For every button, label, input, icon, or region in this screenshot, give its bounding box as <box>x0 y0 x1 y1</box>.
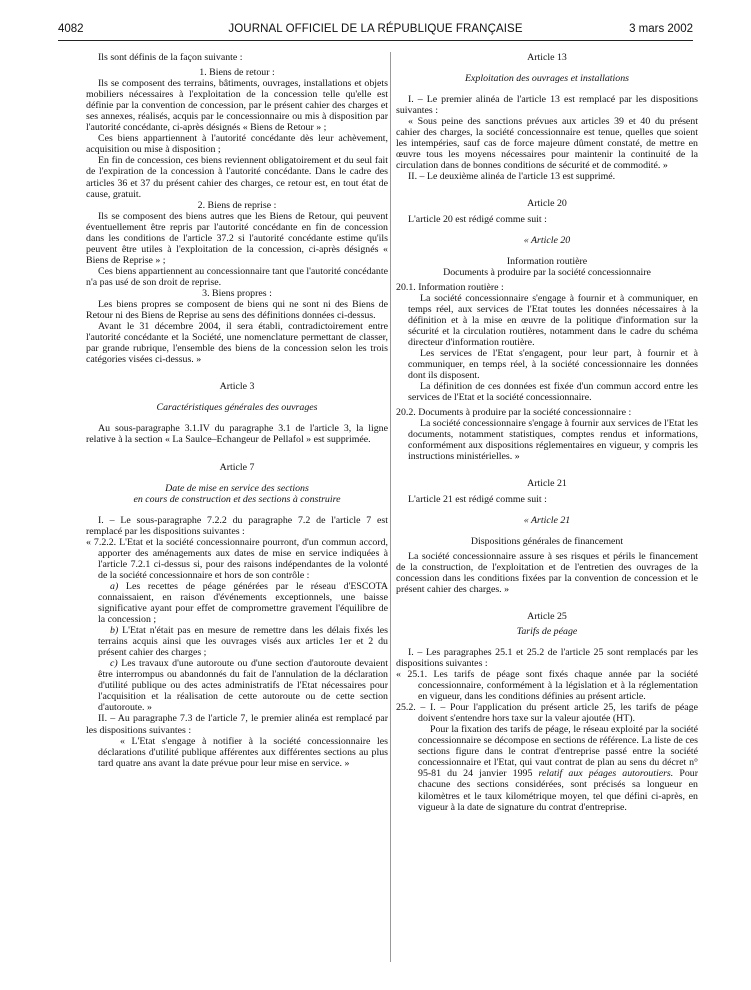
article-subtitle: Exploitation des ouvrages et installations <box>464 73 630 85</box>
quoted-paragraph: « 25.1. Les tarifs de péage sont fixés chaque année par la société concessionnaire, conformément à la législation et à la réglementation en vigueur, dans les conditions définies au présent article. <box>396 669 698 703</box>
left-column <box>86 52 388 769</box>
list-item-text: Les recettes de péage générées par le réseau d'ESCOTA connaissaient, en raison d'événements exceptionnels, une baisse significative ayant pour effet de compromettre gravement l'équilibre de la concession ; <box>98 580 388 626</box>
article-heading: Article 21 <box>527 478 567 490</box>
paragraph-text: Pour chacune des sections considérées, sont précisés sa longueur en kilomètres et le taux kilométrique moyen, tel que défini ci-après, en vigueur à la date de signature du contrat d'entreprise. <box>418 768 698 813</box>
subheading: 1. Biens de retour : <box>199 67 275 79</box>
subheading: Documents à produire par la société concessionnaire <box>443 266 651 278</box>
list-item-text: Les travaux d'une autoroute ou d'une section d'autoroute devaient être interrompus ou abandonnés du fait de l'annulation de la déclaration d'utilité publique ou des actes administratifs de l'Etat nécessaires pour l'acquisition et la réalisation de cette autoroute ou de cette section d'autoroute. » <box>98 658 388 714</box>
section-label: 20.2. Documents à produire par la société concessionnaire : <box>396 407 632 419</box>
paragraph: Ils sont définis de la façon suivante : <box>98 52 243 63</box>
item-letter: b) <box>110 625 119 637</box>
subheading: 2. Biens de reprise : <box>197 199 277 211</box>
paragraph-text: Pour la fixation des tarifs de péage, le réseau exploité par la société concessionnaire se décompose en sections de référence. La liste de ces sections figure dans le contrat d'entreprise passé entre la société concessionnaire et l'Etat, qui vaut contrat de plan au sens du décret n° 95-81 du 24 janvier 1995 <box>418 724 698 780</box>
journal-title: JOURNAL OFFICIEL DE LA RÉPUBLIQUE FRANÇAISE <box>228 23 523 35</box>
paragraph: I. – Le sous-paragraphe 7.2.2 du paragraphe 7.2 de l'article 7 est remplacé par les dispositions suivantes : <box>86 514 388 537</box>
paragraph: I. – Les paragraphes 25.1 et 25.2 de l'article 25 sont remplacés par les dispositions suivantes : <box>396 646 698 669</box>
article-heading-quoted: « Article 21 <box>523 514 571 526</box>
issue-date: 3 mars 2002 <box>629 23 693 35</box>
paragraph: Avant le 31 décembre 2004, il sera établi, contradictoirement entre l'autorité concédante et la Société, une nomenclature permettant de classer, par grande rubrique, l'ensemble des biens de la concession selon les trois catégories visées ci-dessus. » <box>86 321 388 366</box>
paragraph: L'article 21 est rédigé comme suit : <box>408 493 547 505</box>
section-label: 20.1. Information routière : <box>396 281 504 293</box>
paragraph: Ils se composent des biens autres que les Biens de Retour, qui peuvent éventuellement être repris par l'autorité concédante en fin de concession dans les conditions de l'article 37.2 si l'autorité concédante estime qu'ils peuvent être utiles à l'exploitation de la concession, ci-après désignés « Biens de Reprise » ; <box>86 210 388 266</box>
quoted-paragraph: « Sous peine des sanctions prévues aux articles 39 et 40 du présent cahier des charges, la société concessionnaire est tenue, quelles que soient les intempéries, sauf cas de force majeure dûment constaté, de mettre en œuvre tous les moyens nécessaires pour maintenir la continuité de la circulation dans de bonnes conditions de sécurité et de commodité. » <box>396 116 698 172</box>
paragraph: Au sous-paragraphe 3.1.IV du paragraphe 3.1 de l'article 3, la ligne relative à la section « La Saulce–Echangeur de Pellafol » est supprimée. <box>86 423 388 446</box>
item-letter: a) <box>110 580 119 592</box>
article-subtitle: Tarifs de péage <box>516 625 578 637</box>
paragraph: II. – Au paragraphe 7.3 de l'article 7, le premier alinéa est remplacé par les dispositions suivantes : <box>86 713 388 736</box>
article-heading-quoted: « Article 20 <box>523 234 571 246</box>
list-item-text: L'Etat n'était pas en mesure de remettre dans les délais fixés les terrains acquis ainsi que les ouvrages visés aux articles 1er et 2 du présent cahier des charges ; <box>98 625 388 659</box>
paragraph: Ces biens appartiennent à l'autorité concédante dès leur achèvement, acquisition ou mise à disposition ; <box>86 133 388 156</box>
paragraph: Les services de l'Etat s'engagent, pour leur part, à fournir et à communiquer, en temps réel, à la société concessionnaire les données dont ils disposent. <box>408 347 698 382</box>
subheading: 3. Biens propres : <box>202 287 272 299</box>
article-heading: Article 25 <box>527 610 567 622</box>
quoted-paragraph: « L'Etat s'engage à notifier à la société concessionnaire les déclarations d'utilité publique afférentes aux différentes sections au plus tard quatre ans avant la date prévue pour leur mise en service. » <box>98 735 388 769</box>
paragraph: La société concessionnaire s'engage à fournir aux services de l'Etat les documents, notamment statistiques, comptes rendus et informations, conformément aux dispositions réglementaires en vigueur, y compris les instructions ministérielles. » <box>408 418 698 463</box>
article-heading: Article 13 <box>527 52 567 63</box>
paragraph: La société concessionnaire assure à ses risques et périls le financement de la construction, de l'exploitation et de l'entretien des ouvrages de la concession dans les conditions fixées par la convention de concession et le présent cahier des charges. » <box>396 550 698 595</box>
paragraph: Les biens propres se composent de biens qui ne sont ni des Biens de Retour ni des Biens de Reprise au sens des définitions données ci-dessus. <box>86 299 388 322</box>
article-heading: Article 20 <box>527 198 567 210</box>
page-header <box>58 23 693 39</box>
article-subtitle: en cours de construction et des sections à construire <box>133 493 341 505</box>
article-subtitle: Caractéristiques générales des ouvrages <box>156 402 318 414</box>
article-subtitle: Date de mise en service des sections <box>165 482 309 494</box>
paragraph: L'article 20 est rédigé comme suit : <box>408 213 547 225</box>
decree-title: relatif aux péages autoroutiers. <box>538 768 674 780</box>
page-number: 4082 <box>58 23 84 35</box>
paragraph: La définition de ces données est fixée d'un commun accord entre les services de l'Etat et la société concessionnaire. <box>408 381 698 404</box>
paragraph: I. – Le premier alinéa de l'article 13 est remplacé par les dispositions suivantes : <box>396 94 698 117</box>
subheading: Dispositions générales de financement <box>470 535 624 547</box>
paragraph: II. – Le deuxième alinéa de l'article 13 est supprimé. <box>408 171 616 183</box>
paragraph: Ces biens appartiennent au concessionnaire tant que l'autorité concédante n'a pas usé de son droit de reprise. <box>86 265 388 288</box>
article-heading: Article 7 <box>219 461 255 473</box>
paragraph: 25.2. – I. – Pour l'application du présent article 25, les tarifs de péage doivent s'entendre hors taxe sur la valeur ajoutée (HT). <box>396 702 698 725</box>
subheading: Information routière <box>506 255 588 267</box>
article-heading: Article 3 <box>219 381 255 393</box>
paragraph: En fin de concession, ces biens reviennent obligatoirement et du seul fait de l'expiration de la concession à l'autorité concédante. Dans le cadre des articles 36 et 37 du présent cahier des charges, ce retour est, en tout état de cause, gratuit. <box>86 155 388 200</box>
right-column <box>396 52 698 813</box>
paragraph: La société concessionnaire s'engage à fournir et à communiquer, en temps réel, aux services de l'Etat toutes les données nécessaires à la définition et à la mise en œuvre de la politique d'information sur la sécurité et la circulation routières, notamment dans le cadre du schéma directeur d'information routière. <box>408 292 698 348</box>
item-letter: c) <box>110 658 118 670</box>
quoted-paragraph: « 7.2.2. L'Etat et la société concessionnaire pourront, d'un commun accord, apporter des aménagements aux dates de mise en service indiquées à l'article 7.2.1 ci-dessus si, pour des raisons indépendantes de la volonté de la société concessionnaire et hors de son contrôle : <box>86 536 388 581</box>
header-rule <box>58 40 693 41</box>
paragraph: Ils se composent des terrains, bâtiments, ouvrages, installations et objets mobiliers nécessaires à l'exploitation de la concession telle qu'elle est définie par la convention de concession, par le présent cahier des charges et ses annexes, réalisés, acquis par le concessionnaire ou mis à disposition par l'autorité concédante, ci-après désignés « Biens de Retour » ; <box>86 78 388 134</box>
column-divider <box>390 52 391 962</box>
